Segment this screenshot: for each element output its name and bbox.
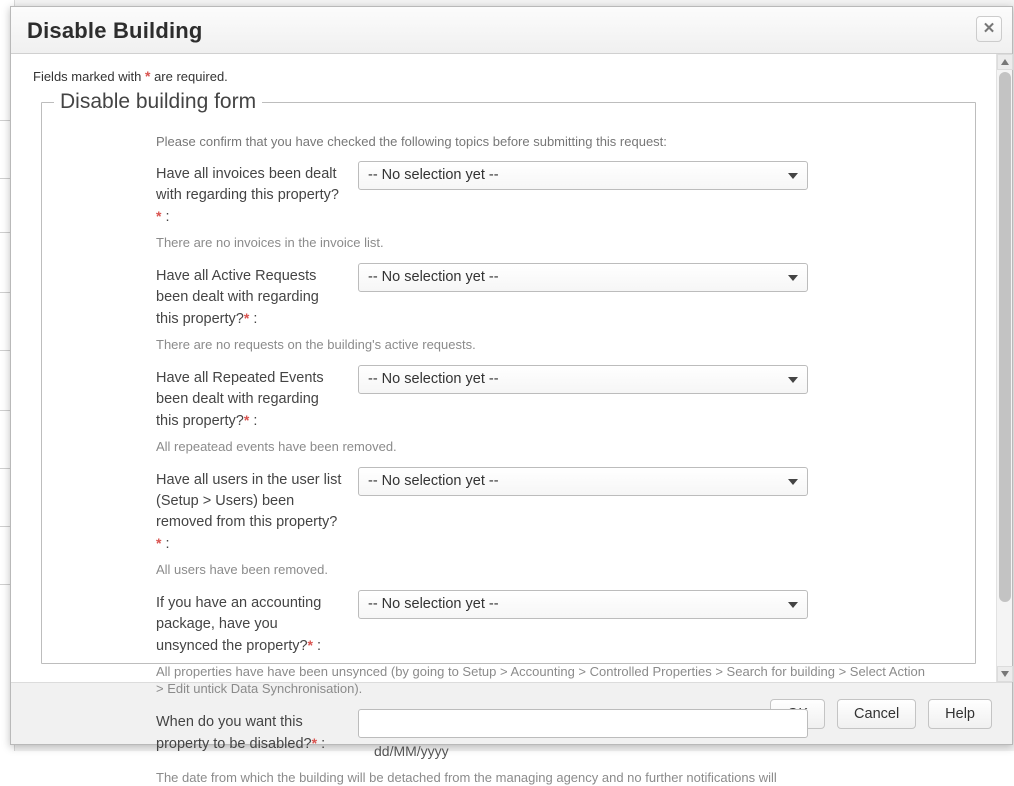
field-label-users: [52, 467, 342, 555]
select-users-value: -- No selection yet --: [368, 473, 499, 489]
required-asterisk: *: [156, 208, 162, 224]
label-colon: :: [317, 638, 322, 654]
label-text: Have all Repeated Events been dealt with regarding this property?: [156, 370, 324, 429]
cancel-button[interactable]: Cancel: [837, 699, 916, 729]
field-row-active-requests: [52, 263, 965, 330]
required-asterisk: *: [243, 310, 250, 326]
label-text: Have all Active Requests been dealt with regarding this property?: [156, 268, 319, 327]
label-colon: :: [165, 209, 170, 225]
vertical-scrollbar[interactable]: [996, 54, 1012, 682]
field-row-repeated-events: [52, 365, 965, 432]
note-disable-date: The date from which the building will be detached from the managing agency and no further notifications will: [156, 770, 777, 785]
chevron-down-icon: [788, 479, 798, 485]
date-format-hint: dd/MM/yyyy: [374, 743, 449, 759]
chevron-down-icon: [788, 602, 798, 608]
label-colon: :: [165, 536, 170, 552]
field-row-users: [52, 467, 965, 555]
required-asterisk: *: [307, 637, 313, 653]
chevron-down-icon: [788, 377, 798, 383]
label-colon: :: [321, 736, 326, 752]
field-label-disable-date: [52, 709, 342, 755]
field-row-disable-date: [52, 709, 965, 759]
note-users: All users have been removed.: [156, 562, 328, 577]
field-label-accounting: [52, 590, 342, 657]
required-asterisk: *: [156, 535, 162, 551]
field-control-accounting: [342, 590, 965, 619]
close-icon[interactable]: ✕: [976, 16, 1002, 42]
required-asterisk: *: [311, 735, 318, 751]
disable-date-input[interactable]: [358, 709, 808, 738]
scrollbar-thumb[interactable]: [999, 72, 1011, 602]
required-note-suffix: are required.: [154, 69, 228, 84]
chevron-down-icon: [788, 275, 798, 281]
select-users[interactable]: [358, 467, 808, 496]
label-text: Have all users in the user list (Setup > Users) been removed from this property?: [156, 472, 342, 530]
field-control-disable-date: [342, 709, 965, 759]
select-invoices-value: -- No selection yet --: [368, 167, 499, 183]
field-row-invoices: [52, 161, 965, 228]
form-legend: Disable building form: [60, 90, 257, 113]
select-accounting-unsynced-value: -- No selection yet --: [368, 596, 499, 612]
chevron-down-icon: [788, 173, 798, 179]
label-colon: :: [253, 413, 258, 429]
select-repeated-events-value: -- No selection yet --: [368, 371, 499, 387]
scroll-down-icon[interactable]: [997, 666, 1013, 682]
label-text: Have all invoices been dealt with regarding this property?: [156, 166, 339, 203]
note-accounting: All properties have have been unsynced (by going to Setup > Accounting > Controlled Properties > Search for building > Select Action > Edit untick Data Synchronisation).: [156, 664, 925, 696]
field-label-active-requests: [52, 263, 342, 330]
form-intro-text: Please confirm that you have checked the following topics before submitting this request:: [156, 134, 667, 149]
scroll-up-icon[interactable]: [997, 54, 1013, 70]
field-control-invoices: [342, 161, 965, 190]
required-fields-note: [33, 68, 984, 84]
select-invoices[interactable]: [358, 161, 808, 190]
dialog-titlebar: [11, 7, 1012, 54]
page-title: Disable Building: [27, 18, 203, 43]
note-active-requests: There are no requests on the building's active requests.: [156, 337, 476, 352]
field-label-repeated-events: [52, 365, 342, 432]
field-control-active-requests: [342, 263, 965, 292]
label-colon: :: [253, 311, 258, 327]
required-asterisk: *: [145, 68, 151, 84]
select-active-requests[interactable]: [358, 263, 808, 292]
select-repeated-events[interactable]: [358, 365, 808, 394]
help-button[interactable]: Help: [928, 699, 992, 729]
select-active-requests-value: -- No selection yet --: [368, 269, 499, 285]
disable-building-dialog: [10, 6, 1013, 785]
field-row-accounting: [52, 590, 965, 657]
required-note-prefix: Fields marked with: [33, 69, 142, 84]
field-control-repeated-events: [342, 365, 965, 394]
select-accounting-unsynced[interactable]: [358, 590, 808, 619]
note-invoices: There are no invoices in the invoice list.: [156, 235, 384, 250]
field-label-invoices: [52, 161, 342, 228]
required-asterisk: *: [243, 412, 250, 428]
label-text: When do you want this property to be disabled?: [156, 714, 312, 752]
field-control-users: [342, 467, 965, 496]
label-text: If you have an accounting package, have you unsynced the property?: [156, 595, 322, 654]
note-repeated-events: All repeatead events have been removed.: [156, 439, 397, 454]
